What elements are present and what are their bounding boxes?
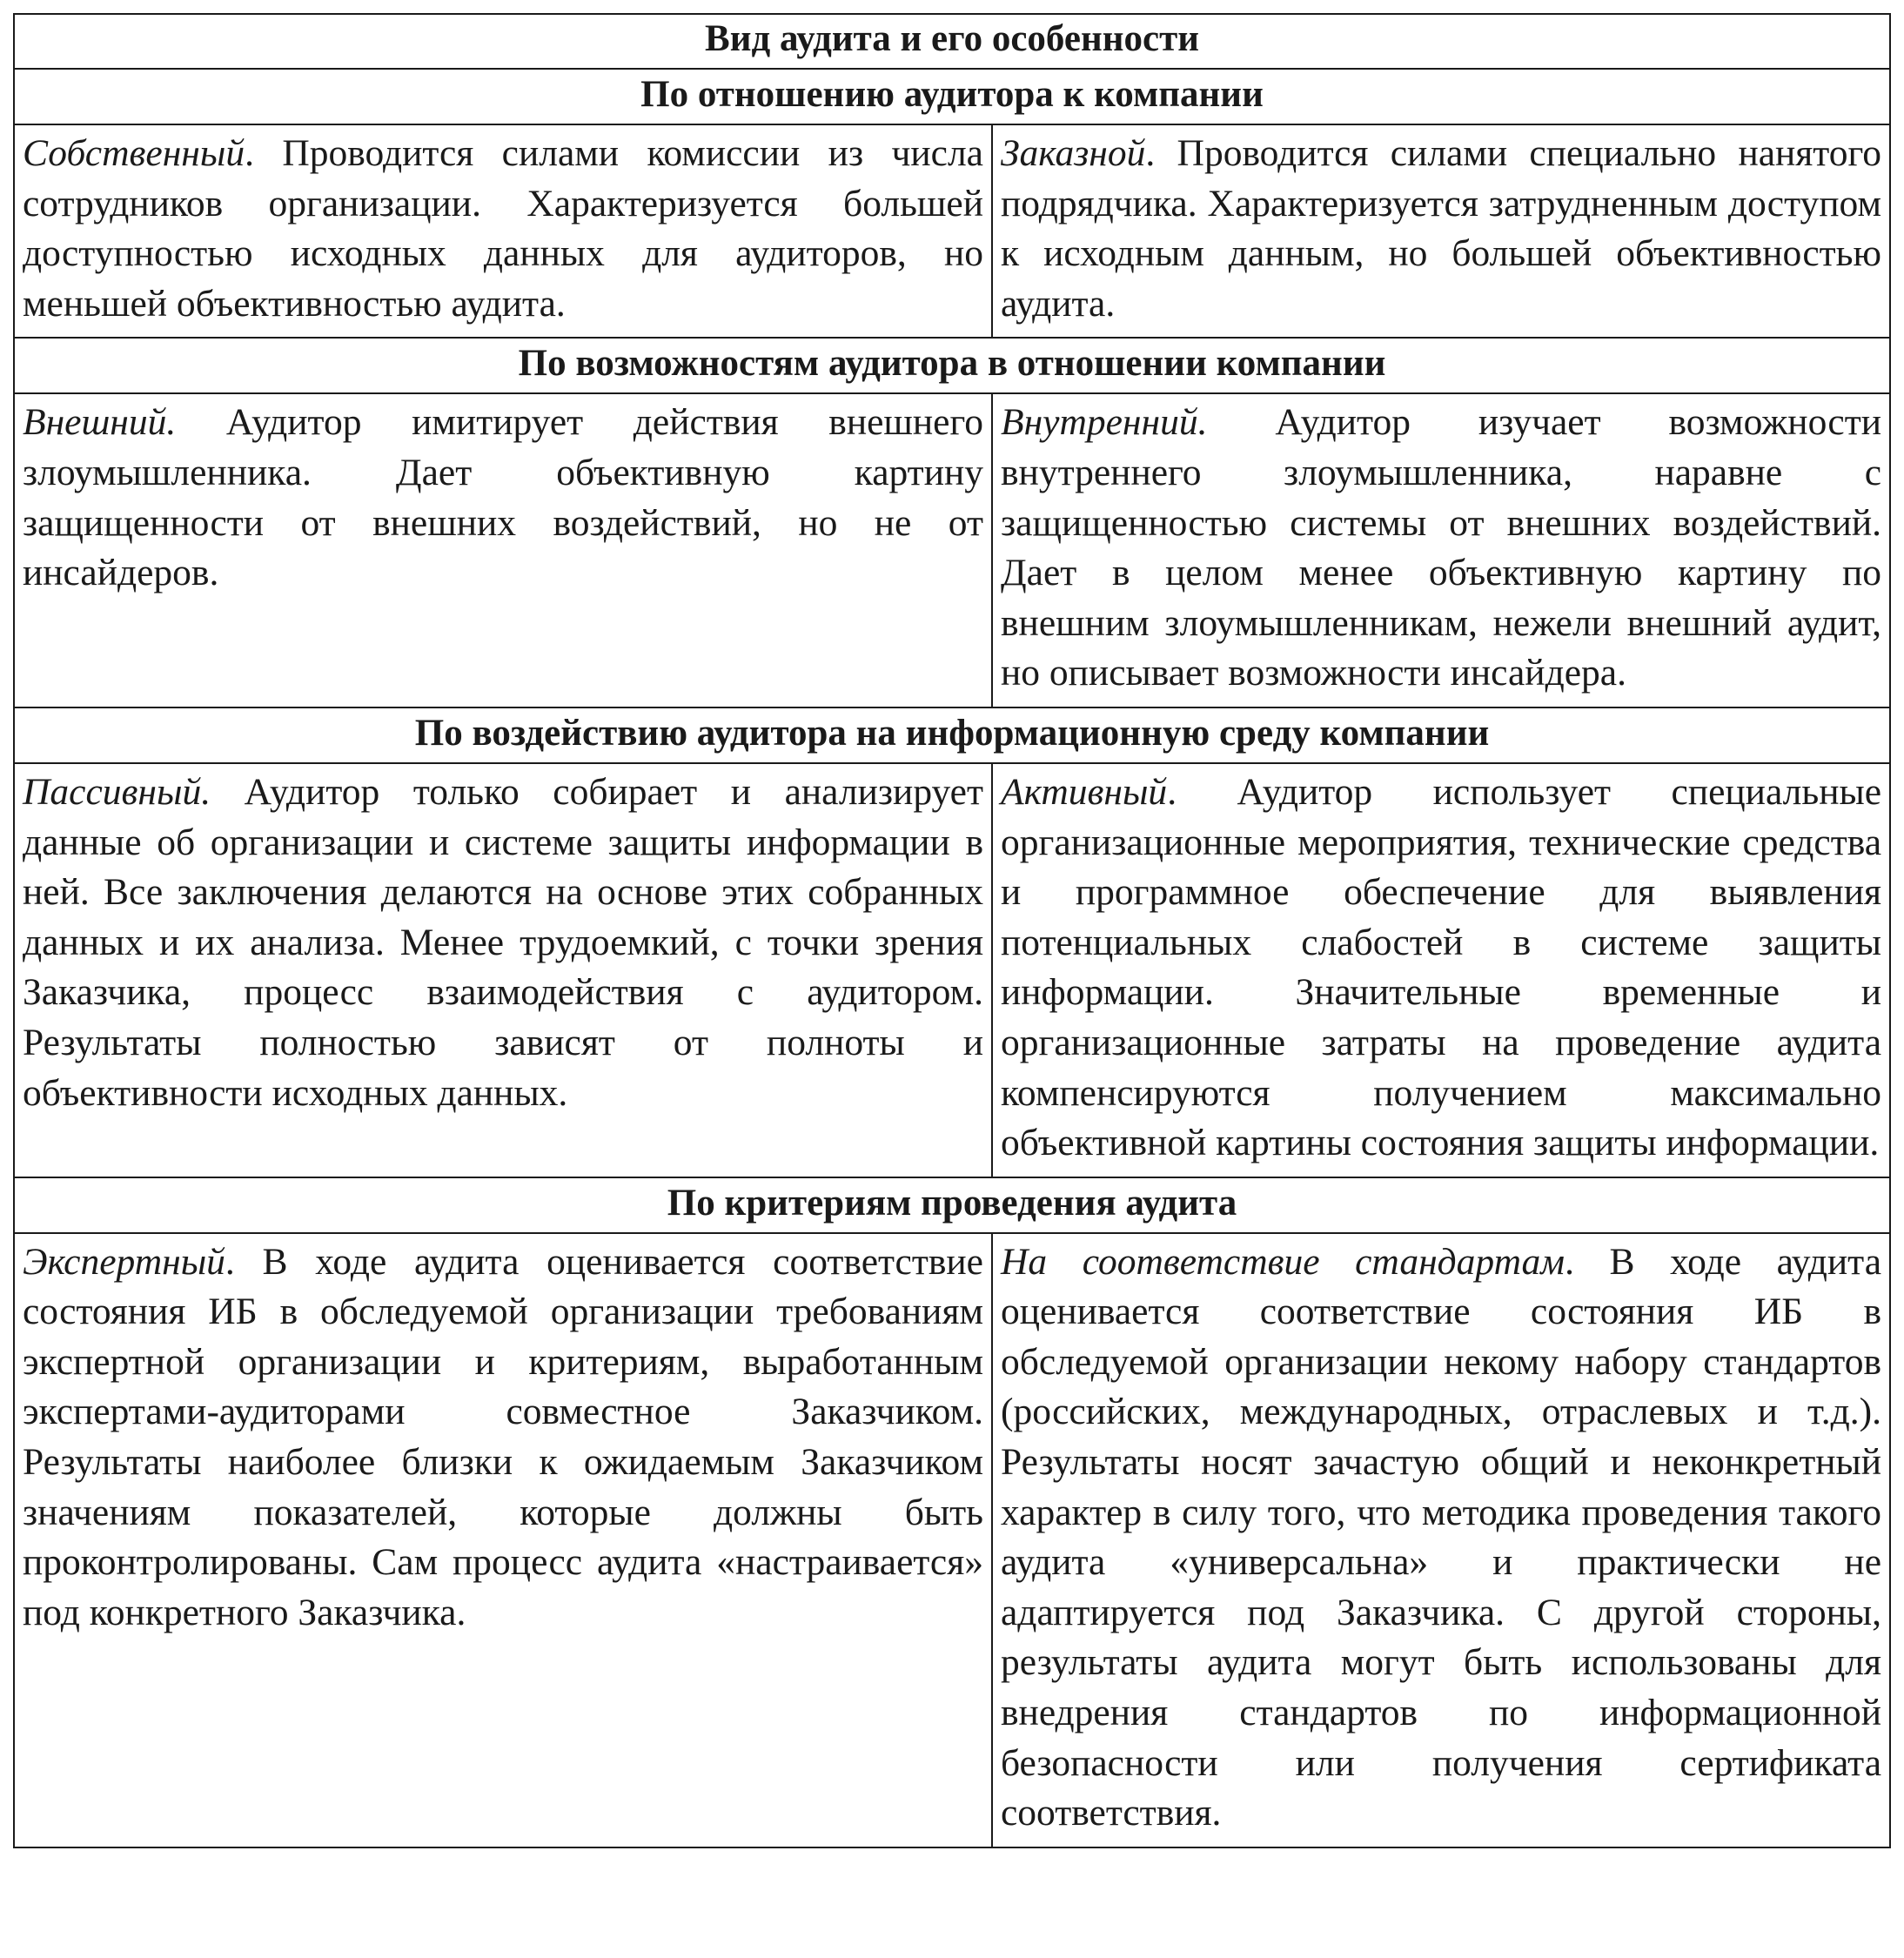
section-heading-relation: По отношению аудитора к компании <box>14 69 1890 124</box>
description-passive: Аудитор только собирает и анализирует данные об организации и системе защиты информации в ней. Все заключения делаются на основе этих собранных данных и их анализа. Менее трудоемкий, с точки зрения Заказчика, процесс взаимодействия с аудитором. Результаты полностью зависят от полноты и объективности исходных данных. <box>23 770 983 1114</box>
description-active: . Аудитор использует специальные организационные мероприятия, технические средства и программное обеспечение для выявления потенциальных слабостей в системе защиты информации. Значительные временные и организационные затраты на проведение аудита компенсируются получением максимально объективной картины состояния защиты информации. <box>1001 770 1882 1164</box>
section-heading-criteria: По критериям проведения аудита <box>14 1177 1890 1233</box>
description-external: Аудитор имитирует действия внешнего злоумышленника. Дает объективную картину защищенности от внешних воздействий, но не от инсайдеров. <box>23 401 983 594</box>
section-heading-row <box>14 338 1890 393</box>
cell-standards-audit <box>992 1233 1890 1847</box>
section-content-row <box>14 124 1890 338</box>
term-standards: На соответствие стандартам <box>1001 1240 1565 1283</box>
description-internal: Аудитор изучает возможности внутреннего злоумышленника, наравне с защищенностью системы от внешних воздействий. Дает в целом менее объективную картину по внешним злоумышленникам, нежели внешний аудит, но описывает возможности инсайдера. <box>1001 401 1882 694</box>
cell-passive-audit <box>14 763 992 1177</box>
table-title-row <box>14 14 1890 69</box>
section-content-row <box>14 393 1890 707</box>
audit-types-document <box>13 13 1889 1848</box>
cell-external-audit <box>14 393 992 707</box>
term-passive: Пассивный. <box>23 770 211 813</box>
section-heading-capabilities: По возможностям аудитора в отношении компании <box>14 338 1890 393</box>
section-heading-row <box>14 707 1890 763</box>
audit-types-table <box>13 13 1891 1848</box>
term-expert: Экспертный <box>23 1240 225 1283</box>
section-content-row <box>14 1233 1890 1847</box>
term-active: Активный <box>1001 770 1168 813</box>
term-own: Собственный <box>23 132 245 174</box>
cell-internal-audit <box>992 393 1890 707</box>
description-ordered: . Проводится силами специально нанятого подрядчика. Характеризуется затрудненным доступом к исходным данным, но большей объективностью аудита. <box>1001 132 1882 325</box>
cell-active-audit <box>992 763 1890 1177</box>
section-heading-row <box>14 69 1890 124</box>
description-expert: . В ходе аудита оценивается соответствие состояния ИБ в обследуемой организации требованиям экспертной организации и критериям, выработанным экспертами-аудиторами совместное Заказчиком. Результаты наиболее близки к ожидаемым Заказчиком значениям показателей, которые должны быть проконтролированы. Сам процесс аудита «настраивается» под конкретного Заказчика. <box>23 1240 983 1633</box>
section-heading-impact: По воздействию аудитора на информационную среду компании <box>14 707 1890 763</box>
cell-own-audit <box>14 124 992 338</box>
cell-expert-audit <box>14 1233 992 1847</box>
description-standards: . В ходе аудита оценивается соответствие состояния ИБ в обследуемой организации некому набору стандартов (российских, международных, отраслевых и т.д.). Результаты носят зачастую общий и неконкретный характер в силу того, что методика проведения такого аудита «универсальна» и практически не адаптируется под Заказчика. С другой стороны, результаты аудита могут быть использованы для внедрения стандартов по информационной безопасности или получения сертификата соответствия. <box>1001 1240 1882 1834</box>
term-internal: Внутренний. <box>1001 401 1208 444</box>
term-ordered: Заказной <box>1001 132 1146 174</box>
section-heading-row <box>14 1177 1890 1233</box>
table-title: Вид аудита и его особенности <box>14 14 1890 69</box>
term-external: Внешний. <box>23 401 177 444</box>
section-content-row <box>14 763 1890 1177</box>
description-own: . Проводится силами комиссии из числа сотрудников организации. Характеризуется большей доступностью исходных данных для аудиторов, но меньшей объективностью аудита. <box>23 132 983 325</box>
cell-ordered-audit <box>992 124 1890 338</box>
